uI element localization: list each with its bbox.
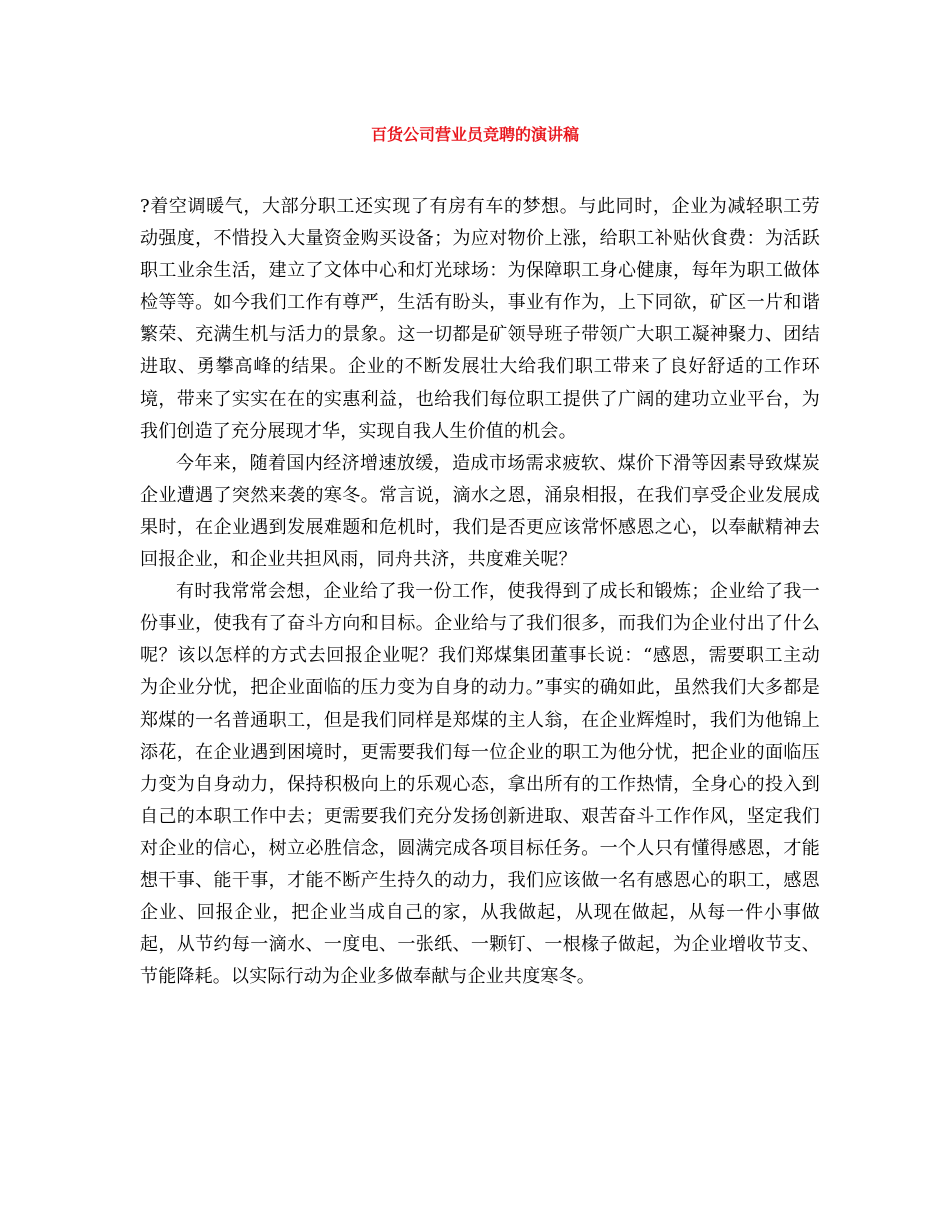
paragraph-1: ?着空调暖气，大部分职工还实现了有房有车的梦想。与此同时，企业为减轻职工劳动强度，不惜投入大量资金购买设备；为应对物价上涨，给职工补贴伙食费：为活跃职工业余生活，建立了文体中心和灯光球场：为保障职工身心健康，每年为职工做体检等等。如今我们工作有尊严，生活有盼头，事业有作为，上下同欲，矿区一片和谐繁荣、充满生机与活力的景象。这一切都是矿领导班子带领广大职工凝神聚力、团结进取、勇攀高峰的结果。企业的不断发展壮大给我们职工带来了良好舒适的工作环境，带来了实实在在的实惠利益，也给我们每位职工提供了广阔的建功立业平台，为我们创造了充分展现才华，实现自我人生价值的机会。	[140, 196, 820, 442]
paragraph-3: 有时我常常会想，企业给了我一份工作，使我得到了成长和锻炼；企业给了我一份事业，使我有了奋斗方向和目标。企业给与了我们很多，而我们为企业付出了什么呢？该以怎样的方式去回报企业呢？我们郑煤集团董事长说：“感恩，需要职工主动为企业分忧，把企业面临的压力变为自身的动力。”事实的确如此，虽然我们大多都是郑煤的一名普通职工，但是我们同样是郑煤的主人翁，在企业辉煌时，我们为他锦上添花，在企业遇到困境时，更需要我们每一位企业的职工为他分忧，把企业的面临压力变为自身动力，保持积极向上的乐观心态，拿出所有的工作热情，全身心的投入到自己的本职工作中去；更需要我们充分发扬创新进取、艰苦奋斗工作作风，坚定我们对企业的信心，树立必胜信念，圆满完成各项目标任务。一个人只有懂得感恩，才能想干事、能干事，才能不断产生持久的动力，我们应该做一名有感恩心的职工，感恩企业、回报企业，把企业当成自己的家，从我做起，从现在做起，从每一件小事做起，从节约每一滴水、一度电、一张纸、一颗钉、一根椽子做起，为企业增收节支、节能降耗。以实际行动为企业多做奉献与企业共度寒冬。	[140, 581, 820, 988]
document-title: 百货公司营业员竞聘的演讲稿	[370, 125, 579, 144]
paragraph-2: 今年来，随着国内经济增速放缓，造成市场需求疲软、煤价下滑等因素导致煤炭企业遭遇了突然来袭的寒冬。常言说，滴水之恩，涌泉相报，在我们享受企业发展成果时，在企业遇到发展难题和危机时，我们是否更应该常怀感恩之心，以奉献精神去回报企业，和企业共担风雨，同舟共济，共度难关呢？	[140, 452, 820, 571]
document-body	[140, 191, 820, 993]
